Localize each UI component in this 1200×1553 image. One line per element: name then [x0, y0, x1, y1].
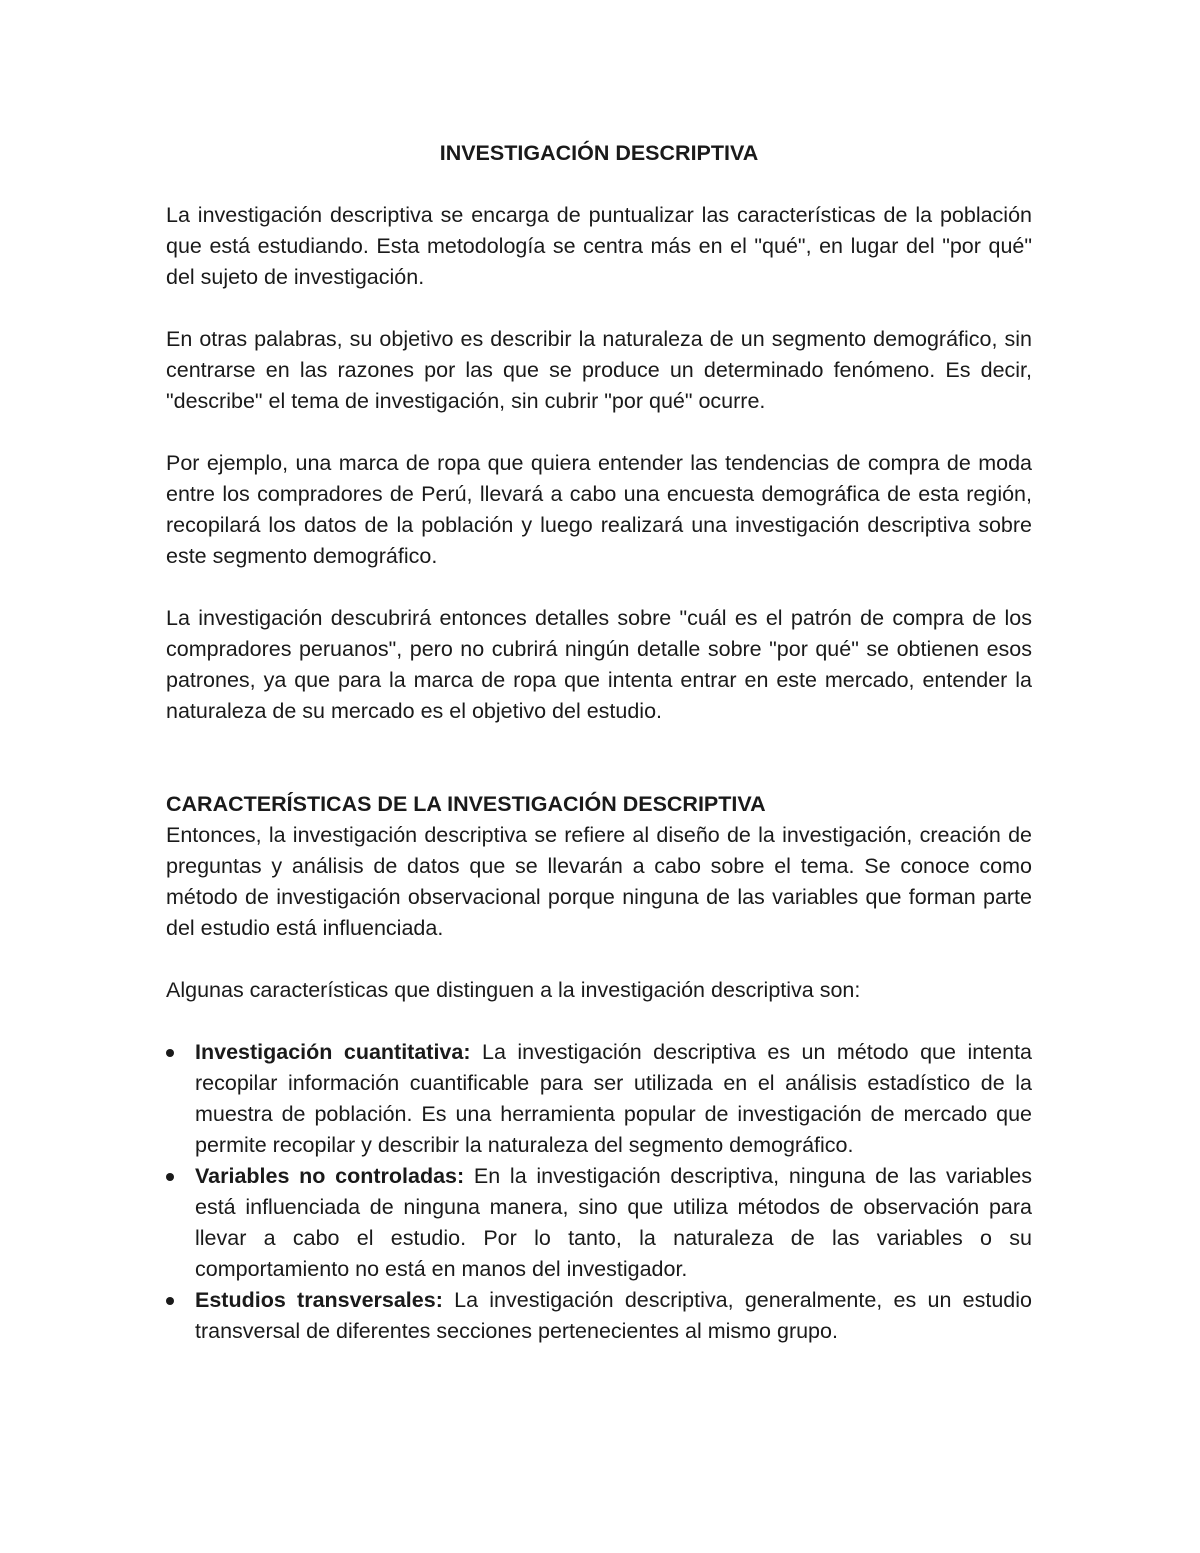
list-item: [166, 1285, 1032, 1347]
spacer: [166, 1006, 1032, 1037]
document-title: INVESTIGACIÓN DESCRIPTIVA: [439, 141, 759, 165]
document-page: [166, 138, 1032, 1347]
spacer: [166, 169, 1032, 200]
list-item-text: La investigación descriptiva es un método que intenta recopilar información cuantificable para ser utilizada en el análisis estadístico de la muestra de población. Es una herramienta popular de investigación de mercado que permite recopilar y describir la naturaleza del segmento demográfico.: [195, 1040, 1032, 1157]
spacer: [166, 944, 1032, 975]
spacer: [166, 572, 1032, 603]
list-item-text: En la investigación descriptiva, ninguna de las variables está influenciada de ninguna manera, sino que utiliza métodos de observación para llevar a cabo el estudio. Por lo tanto, la naturaleza de las variables o su comportamiento no está en manos del investigador.: [195, 1164, 1032, 1281]
list-item-term: Investigación cuantitativa:: [195, 1040, 471, 1064]
list-item-term: Variables no controladas:: [195, 1164, 465, 1188]
spacer: [166, 727, 1032, 789]
section-title: CARACTERÍSTICAS DE LA INVESTIGACIÓN DESCRIPTIVA: [166, 792, 766, 816]
list-item-term: Estudios transversales:: [195, 1288, 443, 1312]
intro-paragraph-2: En otras palabras, su objetivo es describir la naturaleza de un segmento demográfico, sin centrarse en las razones por las que se produce un determinado fenómeno. Es decir, "describe" el tema de investigación, sin cubrir "por qué" ocurre.: [166, 327, 1032, 413]
section-paragraph: Entonces, la investigación descriptiva se refiere al diseño de la investigación, creación de preguntas y análisis de datos que se llevarán a cabo sobre el tema. Se conoce como método de investigación observacional porque ninguna de las variables que forman parte del estudio está influenciada.: [166, 823, 1032, 940]
list-item: [166, 1161, 1032, 1285]
spacer: [166, 293, 1032, 324]
characteristics-list: [166, 1037, 1032, 1347]
list-intro: Algunas características que distinguen a la investigación descriptiva son:: [166, 978, 861, 1002]
intro-paragraph-4: La investigación descubrirá entonces detalles sobre "cuál es el patrón de compra de los compradores peruanos", pero no cubrirá ningún detalle sobre "por qué" se obtienen esos patrones, ya que para la marca de ropa que intenta entrar en este mercado, entender la naturaleza de su mercado es el objetivo del estudio.: [166, 606, 1032, 723]
bullet-icon: [166, 1297, 174, 1305]
list-item: [166, 1037, 1032, 1161]
bullet-icon: [166, 1173, 174, 1181]
list-item-text: La investigación descriptiva, generalmente, es un estudio transversal de diferentes secciones pertenecientes al mismo grupo.: [195, 1288, 1032, 1343]
bullet-icon: [166, 1049, 174, 1057]
intro-paragraph-3: Por ejemplo, una marca de ropa que quiera entender las tendencias de compra de moda entre los compradores de Perú, llevará a cabo una encuesta demográfica de esta región, recopilará los datos de la población y luego realizará una investigación descriptiva sobre este segmento demográfico.: [166, 451, 1032, 568]
intro-paragraph-1: La investigación descriptiva se encarga de puntualizar las características de la población que está estudiando. Esta metodología se centra más en el "qué", en lugar del "por qué" del sujeto de investigación.: [166, 203, 1032, 289]
spacer: [166, 417, 1032, 448]
